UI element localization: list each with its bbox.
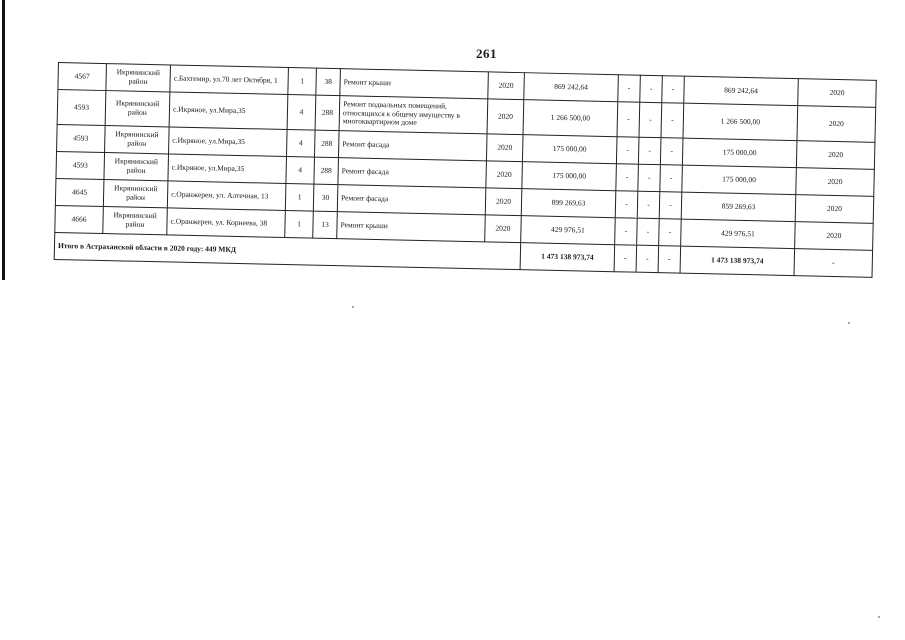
area-cell: 288 (314, 157, 339, 185)
row-id: 4593 (56, 151, 105, 179)
area-cell: 288 (315, 95, 340, 131)
district-cell: Икрянинский район (106, 64, 171, 92)
total-fund-cell: 1 473 138 973,74 (680, 246, 795, 275)
district-cell: Икрянинский район (103, 207, 168, 235)
dash-cell: - (614, 245, 637, 272)
cost-cell: 869 242,64 (524, 73, 619, 102)
fund-cell: 1 266 500,00 (683, 103, 798, 140)
dash-cell: - (658, 246, 681, 273)
area-cell: 38 (316, 68, 341, 96)
year-cell: 2020 (487, 99, 524, 135)
page-number: 261 (476, 46, 497, 61)
year-cell: 2020 (485, 188, 522, 216)
dash-cell: - (636, 245, 659, 272)
scan-speck (352, 306, 354, 308)
fund-cell: 859 269,63 (681, 192, 796, 221)
year-cell: 2020 (486, 161, 523, 189)
repair-program-table (54, 62, 877, 278)
end-year-cell: 2020 (796, 168, 875, 197)
cost-cell: 175 000,00 (522, 135, 617, 164)
address-cell: с.Икряное, ул.Мира,35 (169, 92, 288, 130)
dash-cell: - (661, 103, 684, 138)
area-cell: 30 (313, 184, 338, 212)
cost-cell: 175 000,00 (522, 162, 617, 191)
end-year-cell: 2020 (796, 141, 875, 170)
year-cell: 2020 (486, 134, 523, 162)
end-year-cell: 2020 (798, 79, 877, 108)
dash-cell: - (639, 102, 662, 137)
row-id: 4593 (57, 124, 106, 152)
work-type-cell: Ремонт крыши (337, 212, 486, 242)
cost-cell: 429 976,51 (521, 216, 616, 245)
work-type-cell: Ремонт фасада (337, 185, 486, 215)
dash-cell: - (637, 191, 660, 218)
dash-cell: - (618, 75, 641, 102)
dash-cell: - (660, 165, 683, 192)
work-type-cell: Ремонт фасада (338, 131, 487, 161)
count-cell: 4 (286, 157, 315, 185)
address-cell: с.Оранжереи, ул. Корнеева, 38 (167, 208, 286, 238)
count-cell: 4 (287, 95, 316, 131)
dash-cell: - (615, 191, 638, 218)
scan-speck (848, 322, 850, 324)
dash-cell: - (615, 218, 638, 245)
district-cell: Икрянинский район (103, 180, 168, 208)
document-sheet (53, 62, 880, 312)
district-cell: Икрянинский район (105, 126, 170, 154)
year-cell: 2020 (488, 72, 525, 100)
address-cell: с.Бахтемир, ул.70 лет Октября, 1 (170, 65, 289, 95)
address-cell: с.Оранжереи, ул. Алтечная, 13 (167, 181, 286, 211)
work-type-cell: Ремонт крыши (340, 69, 489, 99)
row-id: 4645 (55, 178, 104, 206)
end-year-cell: 2020 (795, 222, 874, 251)
district-cell: Икрянинский район (105, 91, 170, 127)
total-label: Итого в Астраханской области в 2020 году: 449 МКД (54, 232, 520, 269)
count-cell: 4 (286, 130, 315, 158)
count-cell: 1 (285, 184, 314, 212)
work-type-cell: Ремонт подвальных помещений, относящихся к общему имуществу в многоквартирном доме (339, 96, 488, 134)
dash-cell: - (659, 219, 682, 246)
dash-cell: - (638, 137, 661, 164)
row-id: 4567 (58, 63, 107, 91)
dash-cell: - (617, 102, 640, 137)
dash-cell: - (640, 75, 663, 102)
dash-cell: - (616, 137, 639, 164)
address-cell: с.Икряное, ул.Мира,35 (168, 154, 287, 184)
scan-edge-mark (2, 0, 5, 280)
address-cell: с.Икряное, ул.Мира,35 (169, 127, 288, 157)
row-id: 4593 (57, 90, 106, 126)
end-year-cell: 2020 (797, 106, 876, 143)
area-cell: 13 (313, 211, 338, 239)
total-end-cell: - (794, 249, 873, 278)
area-cell: 288 (314, 130, 339, 158)
fund-cell: 429 976,51 (681, 219, 796, 248)
total-cost-cell: 1 473 138 973,74 (520, 243, 615, 272)
dash-cell: - (662, 76, 685, 103)
row-id: 4666 (55, 205, 104, 233)
dash-cell: - (637, 218, 660, 245)
fund-cell: 869 242,64 (684, 76, 799, 105)
fund-cell: 175 000,00 (682, 165, 797, 194)
count-cell: 1 (288, 68, 317, 96)
year-cell: 2020 (485, 215, 522, 243)
end-year-cell: 2020 (795, 195, 874, 224)
cost-cell: 1 266 500,00 (523, 100, 618, 137)
work-type-cell: Ремонт фасада (338, 158, 487, 188)
dash-cell: - (638, 164, 661, 191)
fund-cell: 175 000,00 (682, 138, 797, 167)
dash-cell: - (660, 138, 683, 165)
cost-cell: 899 269,63 (521, 189, 616, 218)
count-cell: 1 (285, 210, 314, 238)
dash-cell: - (616, 164, 639, 191)
scan-speck (878, 616, 880, 618)
dash-cell: - (659, 192, 682, 219)
district-cell: Икрянинский район (104, 153, 169, 181)
